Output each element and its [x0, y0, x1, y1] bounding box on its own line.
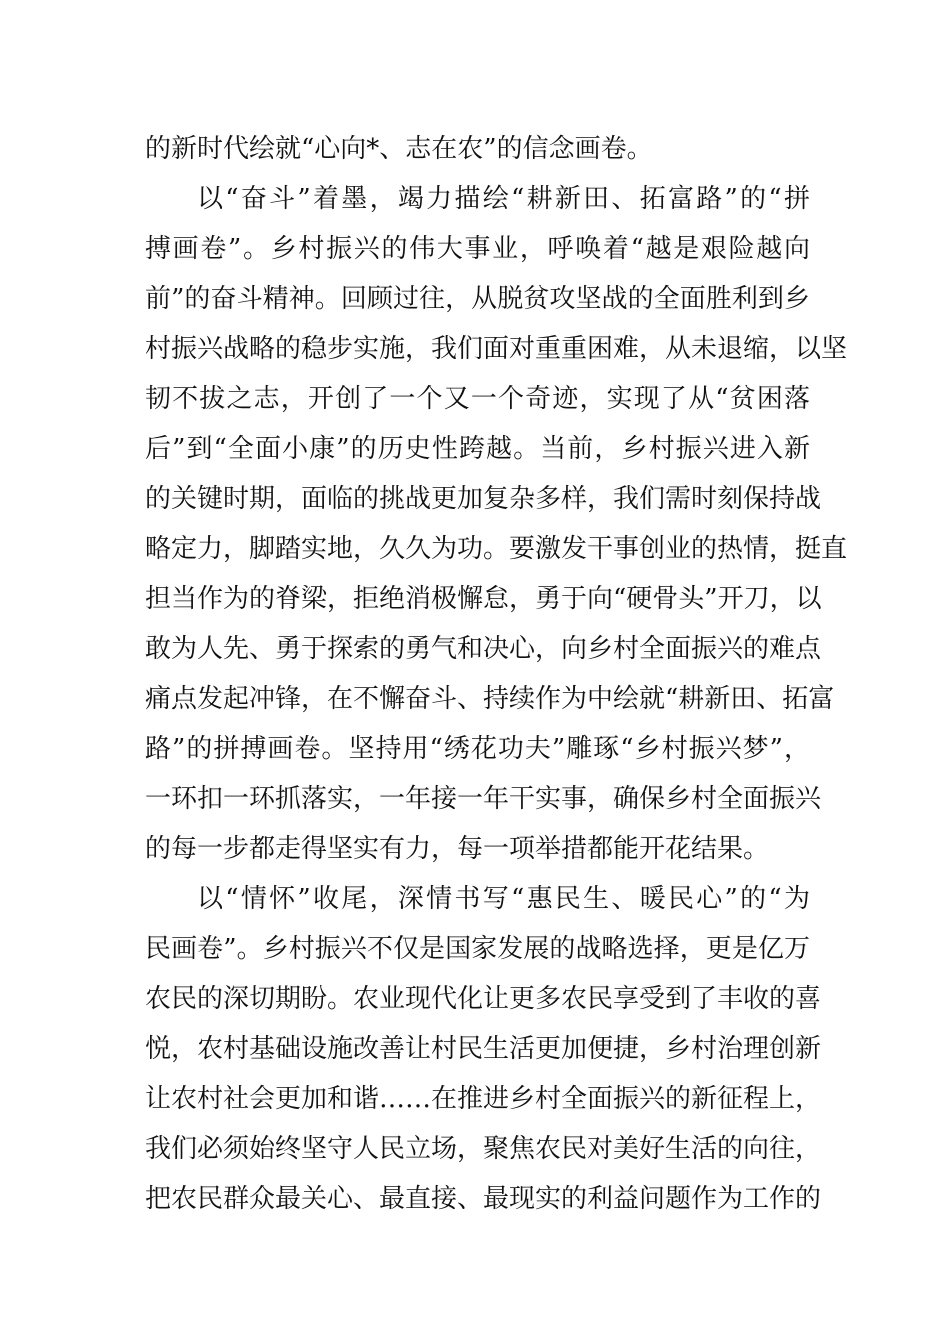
text-line: 的关键时期，面临的挑战更加复杂多样，我们需时刻保持战 [145, 484, 822, 514]
text-line: 路”的拼搏画卷。坚持用“绣花功夫”雕琢“乡村振兴梦”， [145, 734, 810, 764]
text-line: 敢为人先、勇于探索的勇气和决心，向乡村全面振兴的难点 [145, 634, 822, 664]
text-line: 韧不拔之志，开创了一个又一个奇迹，实现了从“贫困落 [145, 384, 810, 414]
text-line: 痛点发起冲锋，在不懈奋斗、持续作为中绘就“耕新田、拓富 [145, 684, 835, 714]
text-line: 农民的深切期盼。农业现代化让更多农民享受到了丰收的喜 [145, 984, 822, 1014]
text-line: 担当作为的脊梁，拒绝消极懈怠，勇于向“硬骨头”开刀，以 [145, 584, 822, 614]
text-line: 的每一步都走得坚实有力，每一项举措都能开花结果。 [145, 834, 770, 864]
text-line: 搏画卷”。乡村振兴的伟大事业，呼唤着“越是艰险越向 [145, 234, 810, 264]
text-line: 村振兴战略的稳步实施，我们面对重重困难，从未退缩，以坚 [145, 334, 848, 364]
paragraph-first-line: 以“奋斗”着墨，竭力描绘“耕新田、拓富路”的“拼 [197, 184, 810, 214]
text-line: 的新时代绘就“心向*、志在农”的信念画卷。 [145, 134, 653, 164]
text-line: 悦，农村基础设施改善让村民生活更加便捷，乡村治理创新 [145, 1034, 822, 1064]
text-line: 略定力，脚踏实地，久久为功。要激发干事创业的热情，挺直 [145, 534, 848, 564]
text-line: 后”到“全面小康”的历史性跨越。当前，乡村振兴进入新 [145, 434, 810, 464]
text-line: 一环扣一环抓落实，一年接一年干实事，确保乡村全面振兴 [145, 784, 822, 814]
paragraph-first-line: 以“情怀”收尾，深情书写“惠民生、暖民心”的“为 [197, 884, 810, 914]
text-line: 民画卷”。乡村振兴不仅是国家发展的战略选择，更是亿万 [145, 934, 810, 964]
text-line: 我们必须始终坚守人民立场，聚焦农民对美好生活的向往， [145, 1134, 822, 1164]
text-line: 让农村社会更加和谐……在推进乡村全面振兴的新征程上， [145, 1084, 822, 1114]
body-text [145, 124, 848, 1224]
text-line: 前”的奋斗精神。回顾过往，从脱贫攻坚战的全面胜利到乡 [145, 284, 810, 314]
text-line: 把农民群众最关心、最直接、最现实的利益问题作为工作的 [145, 1184, 822, 1214]
